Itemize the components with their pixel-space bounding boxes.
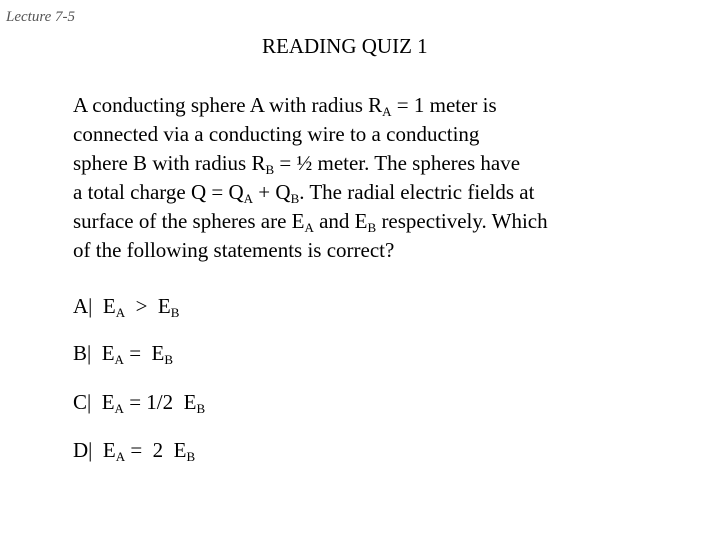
choice-text: > E [125, 294, 171, 318]
question-text [73, 91, 663, 265]
question-text-segment: + Q [253, 180, 291, 204]
subscript: A [114, 352, 124, 367]
choice-a[interactable] [73, 294, 180, 320]
question-text-segment: a total charge Q = Q [73, 180, 244, 204]
choice-text: A| E [73, 294, 116, 318]
choice-text: C| E [73, 390, 115, 414]
subscript: A [382, 104, 392, 119]
subscript: B [196, 401, 206, 416]
subscript: B [186, 449, 196, 464]
subscript: B [265, 162, 275, 177]
question-line [73, 120, 663, 149]
lecture-label: Lecture 7-5 [6, 9, 76, 25]
question-line [73, 149, 663, 178]
question-text-segment: = ½ meter. The spheres have [274, 151, 521, 175]
question-text-segment: respectively. Which [376, 209, 548, 233]
subscript: B [170, 305, 180, 320]
choice-text: = 1/2 E [123, 390, 197, 414]
choice-d[interactable] [73, 438, 196, 464]
question-line [73, 236, 663, 265]
quiz-title: READING QUIZ 1 [262, 34, 428, 58]
subscript: A [304, 220, 314, 235]
question-text-segment: sphere B with radius R [73, 151, 266, 175]
subscript: A [115, 305, 126, 320]
question-text-segment: of the following statements is correct? [73, 238, 395, 262]
question-text-segment: surface of the spheres are E [73, 209, 305, 233]
subscript: B [367, 220, 377, 235]
question-text-segment: A conducting sphere A with radius R [73, 93, 383, 117]
choice-text: = E [123, 341, 165, 365]
choice-text: B| E [73, 341, 115, 365]
subscript: A [114, 401, 124, 416]
subscript: B [164, 352, 174, 367]
subscript: B [290, 191, 300, 206]
question-text-segment: = 1 meter is [391, 93, 497, 117]
question-line [73, 91, 663, 120]
question-line [73, 178, 663, 207]
choice-text: D| E [73, 438, 116, 462]
subscript: A [243, 191, 254, 206]
question-text-segment: and E [313, 209, 368, 233]
question-line [73, 207, 663, 236]
choice-text: = 2 E [125, 438, 187, 462]
choice-c[interactable] [73, 390, 206, 416]
question-text-segment: connected via a conducting wire to a conducting [73, 122, 480, 146]
choice-b[interactable] [73, 341, 174, 367]
subscript: A [115, 449, 126, 464]
question-text-segment: . The radial electric fields at [299, 180, 535, 204]
